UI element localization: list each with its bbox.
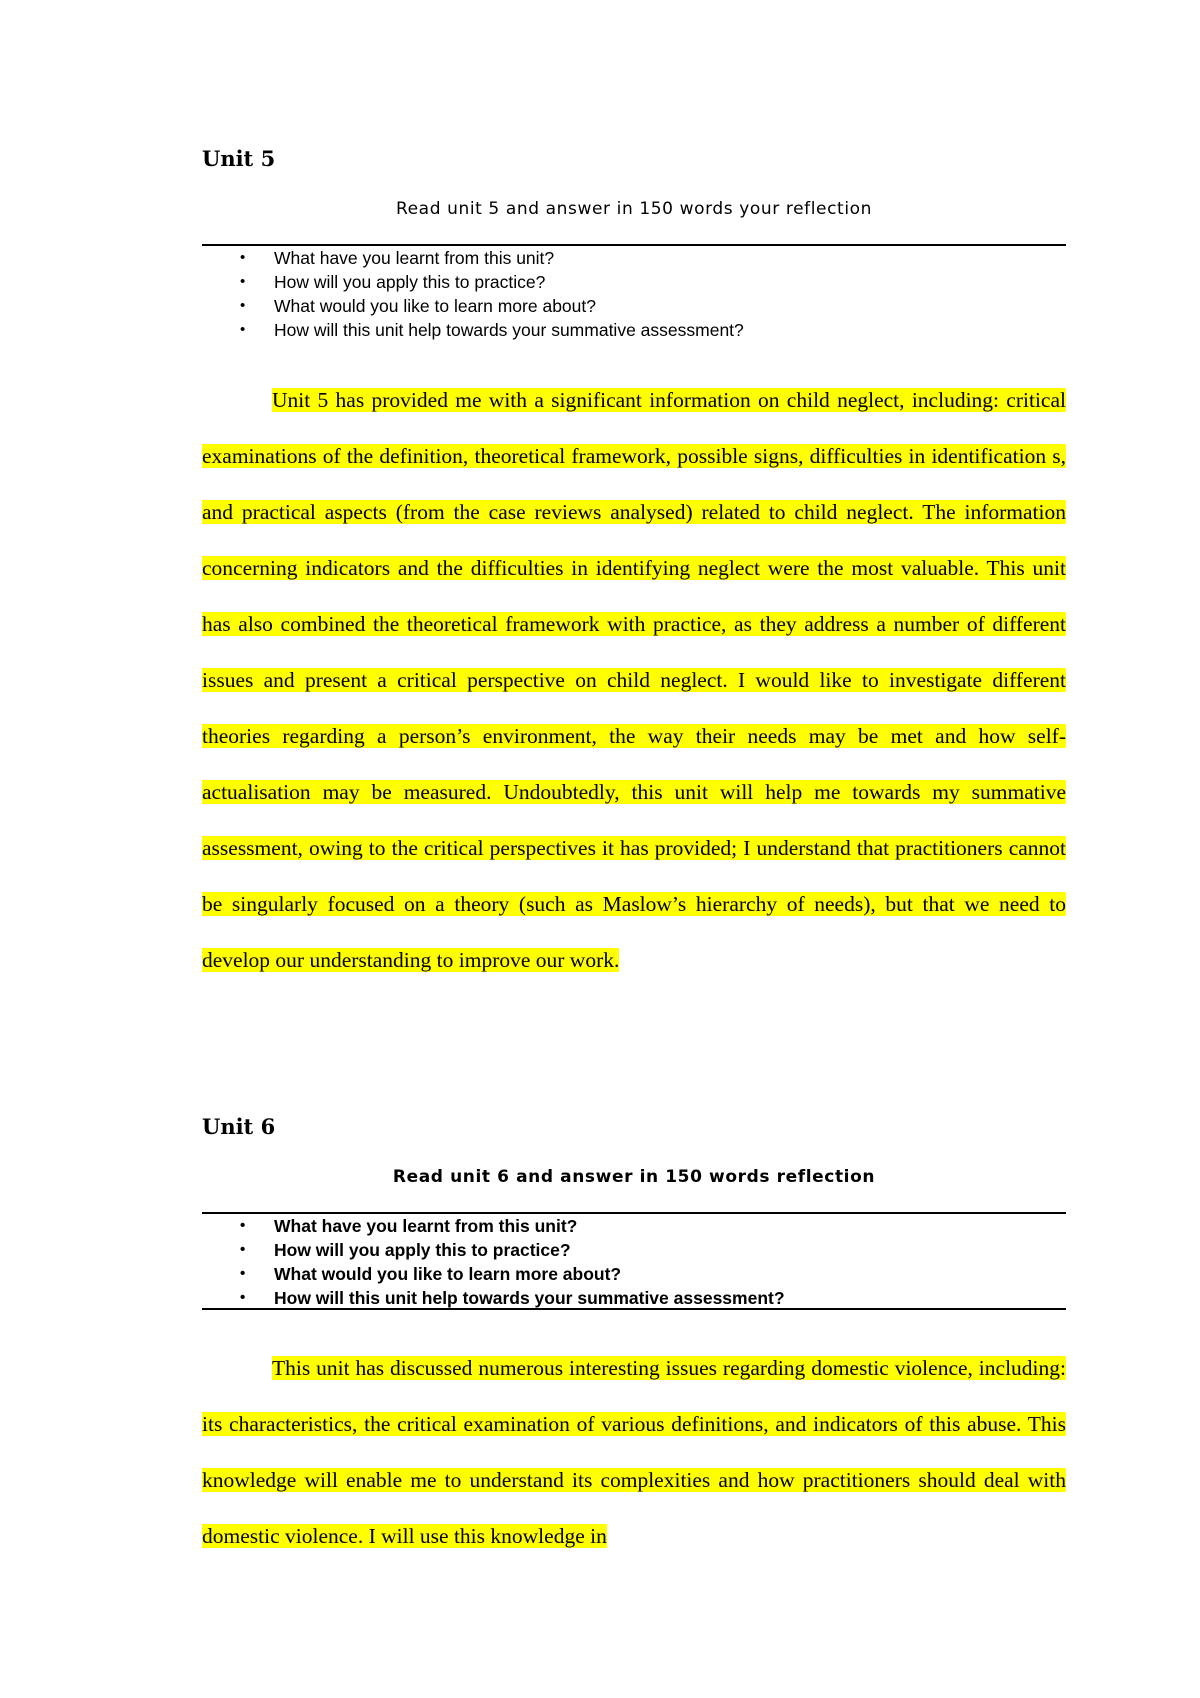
bullet-icon: •	[240, 321, 246, 338]
question-item: • How will this unit help towards your summative assessment?	[240, 320, 744, 340]
question-item: • What would you like to learn more about?	[240, 1264, 622, 1284]
question-item: • How will you apply this to practice?	[240, 272, 546, 292]
unit-5-question-list	[202, 246, 1066, 342]
unit-6-heading: Unit 6	[202, 1114, 276, 1139]
unit-6-divider-bottom	[202, 1308, 1066, 1310]
question-item: • What would you like to learn more about?	[240, 296, 596, 316]
unit-6-question-list	[202, 1214, 1066, 1310]
bullet-icon: •	[240, 1265, 246, 1282]
unit-5-answer	[202, 372, 1066, 988]
unit-6-instruction: Read unit 6 and answer in 150 words reflection	[392, 1167, 876, 1187]
unit-5-instruction: Read unit 5 and answer in 150 words your reflection	[395, 199, 873, 219]
question-item: • What have you learnt from this unit?	[240, 1216, 578, 1236]
unit-5-heading: Unit 5	[202, 146, 276, 171]
bullet-icon: •	[240, 249, 246, 266]
question-item: • How will this unit help towards your summative assessment?	[240, 1288, 785, 1308]
bullet-icon: •	[240, 1289, 246, 1306]
bullet-icon: •	[240, 1217, 246, 1234]
bullet-icon: •	[240, 273, 246, 290]
unit-6-answer	[202, 1340, 1066, 1564]
unit-5-answer-text: Unit 5 has provided me with a significant information on child neglect, including: critical examinations of the definition, theoretical framework, possible signs, difficulties in identification s, and practical aspects (from the case reviews analysed) related to child neglect. The information concerning indicators and the difficulties in identifying neglect were the most valuable. This unit has also combined the theoretical framework with practice, as they address a number of different issues and present a critical perspective on child neglect. I would like to investigate different theories regarding a person’s environment, the way their needs may be met and how self-actualisation may be measured. Undoubtedly, this unit will help me towards my summative assessment, owing to the critical perspectives it has provided; I understand that practitioners cannot be singularly focused on a theory (such as Maslow’s hierarchy of needs), but that we need to develop our understanding to improve our work.	[202, 388, 1066, 972]
bullet-icon: •	[240, 1241, 246, 1258]
bullet-icon: •	[240, 297, 246, 314]
unit-6-answer-text: This unit has discussed numerous interesting issues regarding domestic violence, including: its characteristics, the critical examination of various definitions, and indicators of this abuse. This knowledge will enable me to understand its complexities and how practitioners should deal with domestic violence. I will use this knowledge in	[202, 1356, 1066, 1548]
question-item: • How will you apply this to practice?	[240, 1240, 571, 1260]
question-item: • What have you learnt from this unit?	[240, 248, 555, 268]
